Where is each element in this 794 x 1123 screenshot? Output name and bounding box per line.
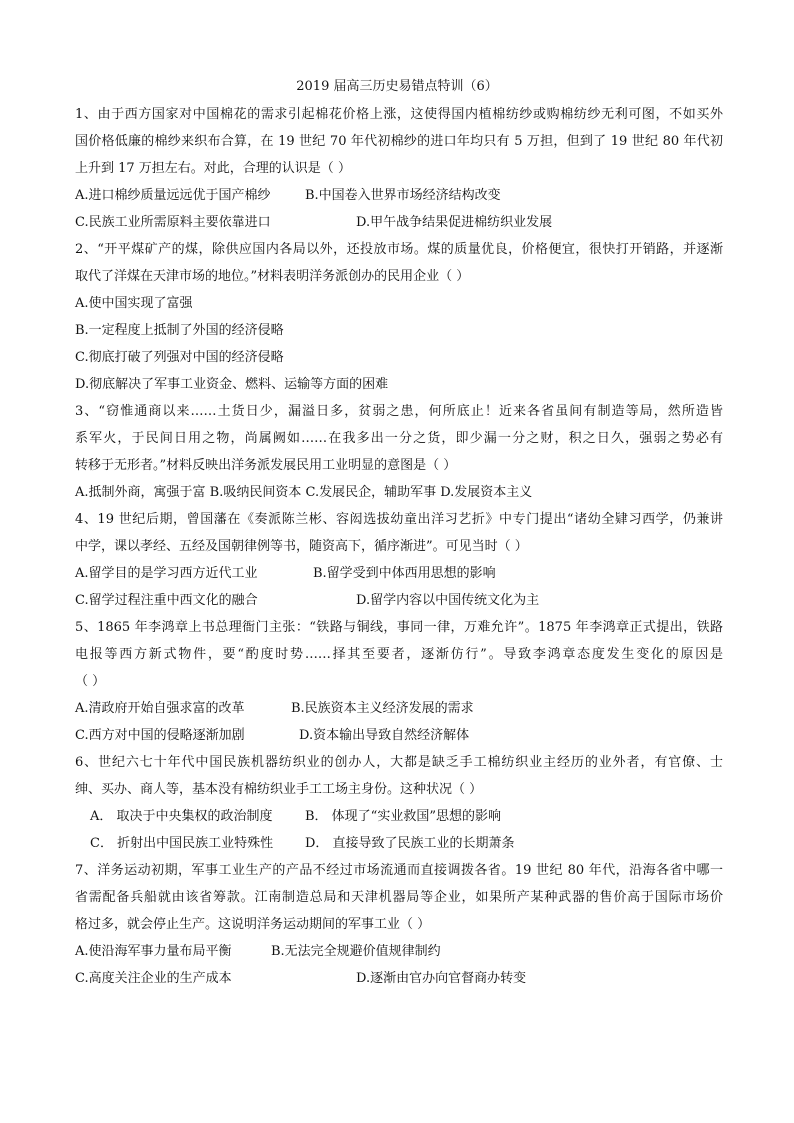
question-5-option-c: C.西方对中国的侵略逐渐加剧 [75,728,245,743]
question-3-options-row [75,479,723,506]
question-7-line-1: 7、洋务运动初期，军事工业生产的产品不经过市场流通而直接调拨各省。19 世纪 80 年代，沿海各省中哪一 [75,863,723,878]
question-3-line-3: 转移于无形者。”材料反映出洋务派发展民用工业明显的意图是（ ） [75,458,457,473]
question-5-option-d: D.资本输出导致自然经济解体 [299,728,470,743]
question-2 [75,236,723,398]
question-2-option-b: B.一定程度上抵制了外国的经济侵略 [75,323,284,338]
question-6-line-2: 绅、买办、商人等，基本没有棉纺织业手工工场主身份。这种状况（ ） [75,782,483,797]
question-list [75,101,723,992]
question-4-option-a: A.留学目的是学习西方近代工业 [75,566,258,581]
question-1-line-2: 国价格低廉的棉纱来织布合算，在 19 世纪 70 年代初棉纱的进口年均只有 5 万担，但到了 19 世纪 80 年代初 [75,134,723,149]
question-7-options-row-1 [75,938,723,965]
question-5 [75,614,723,749]
question-1-options-row-1 [75,182,723,209]
question-7-options-row-2 [75,965,723,992]
question-6 [75,749,723,857]
question-2-option-a-row [75,290,723,317]
question-5-options-row-1 [75,695,723,722]
question-1-line-1: 1、由于西方国家对中国棉花的需求引起棉花价格上涨，这使得国内植棉纺纱或购棉纺纱无利可图，不如买外 [75,107,723,122]
question-4-line-2: 中学，课以孝经、五经及国朝律例等书，随资高下，循序渐进”。可见当时（ ） [75,539,528,554]
question-5-option-a: A.清政府开始自强求富的改革 [75,701,245,716]
question-5-option-b: B.民族资本主义经济发展的需求 [291,701,474,716]
question-7-option-d: D.逐渐由官办向官督商办转变 [356,971,527,986]
question-5-line-1: 5、1865 年李鸿章上书总理衙门主张：“铁路与铜线，事同一律，万难允许”。1875 年李鸿章正式提出，铁路 [75,620,723,635]
question-4-options-row-2 [75,587,723,614]
question-3-line-1: 3、“窃惟通商以来……土货日少，漏溢日多，贫弱之患，何所底止！近来各省虽间有制造等局，然所造皆 [75,404,723,419]
question-5-line-3: （ ） [75,674,106,689]
question-2-line-1: 2、“开平煤矿产的煤，除供应国内各局以外，还投放市场。煤的质量优良，价格便宜，很快打开销路，并逐渐 [75,242,723,257]
question-4-options-row-1 [75,560,723,587]
question-6-options-row-1 [75,803,723,830]
question-7-option-c: C.高度关注企业的生产成本 [75,971,232,986]
question-2-option-d: D.彻底解决了军事工业资金、燃料、运输等方面的困难 [75,377,389,392]
page-title: 2019 届高三历史易错点特训（6） [296,79,498,94]
question-5-line-2: 电报等西方新式物件，要“酌度时势……择其至要者，逐渐仿行”。导致李鸿章态度发生变化的原因是 [75,647,723,662]
question-3-line-2: 系军火，于民间日用之物，尚属阙如……在我多出一分之货，即少漏一分之财，积之日久，强弱之势必有 [75,431,723,446]
question-7 [75,857,723,992]
question-4-option-c: C.留学过程注重中西文化的融合 [75,593,258,608]
question-6-option-d: D． 直接导致了民族工业的长期萧条 [305,836,515,851]
question-2-option-d-row [75,371,723,398]
question-2-option-a: A.使中国实现了富强 [75,296,193,311]
question-4-option-b: B.留学受到中体西用思想的影响 [313,566,496,581]
question-1-option-b: B.中国卷入世界市场经济结构改变 [305,188,501,203]
question-1 [75,101,723,236]
question-1-option-a: A.进口棉纱质量远远优于国产棉纱 [75,188,271,203]
question-1-options-row-2 [75,209,723,236]
question-3 [75,398,723,506]
question-3-options: A.抵制外商，寓强于富 B.吸纳民间资本 C.发展民企，辅助军事 D.发展资本主义 [75,485,533,500]
question-6-line-1: 6、世纪六七十年代中国民族机器纺织业的创办人，大都是缺乏手工棉纺织业主经历的业外者，有官僚、士 [75,755,723,770]
question-2-option-c: C.彻底打破了列强对中国的经济侵略 [75,350,284,365]
question-1-option-d: D.甲午战争结果促进棉纺织业发展 [356,215,553,230]
question-6-option-c: C． 折射出中国民族工业特殊性 [90,836,274,851]
question-7-line-3: 格过多，就会停止生产。这说明洋务运动期间的军事工业（ ） [75,917,431,932]
question-4 [75,506,723,614]
question-6-options-row-2 [75,830,723,857]
question-6-option-a: A． 取决于中央集权的政治制度 [90,809,273,824]
question-2-option-c-row [75,344,723,371]
question-4-option-d: D.留学内容以中国传统文化为主 [356,593,540,608]
question-1-line-3: 上升到 17 万担左右。对此，合理的认识是（ ） [75,161,351,176]
question-2-option-b-row [75,317,723,344]
question-1-option-c: C.民族工业所需原料主要依靠进口 [75,215,271,230]
question-7-option-a: A.使沿海军事力量布局平衡 [75,944,232,959]
question-5-options-row-2 [75,722,723,749]
question-4-line-1: 4、19 世纪后期，曾国藩在《奏派陈兰彬、容闳选拔幼童出洋习艺折》中专门提出“诸幼全肄习西学，仍兼讲 [75,512,723,527]
question-7-option-b: B.无法完全规避价值规律制约 [271,944,441,959]
question-6-option-b: B． 体现了“实业救国”思想的影响 [305,809,501,824]
question-7-line-2: 省需配备兵船就由该省筹款。江南制造总局和天津机器局等企业，如果所产某种武器的售价高于国际市场价 [75,890,723,905]
question-2-line-2: 取代了洋煤在天津市场的地位。”材料表明洋务派创办的民用企业（ ） [75,269,470,284]
